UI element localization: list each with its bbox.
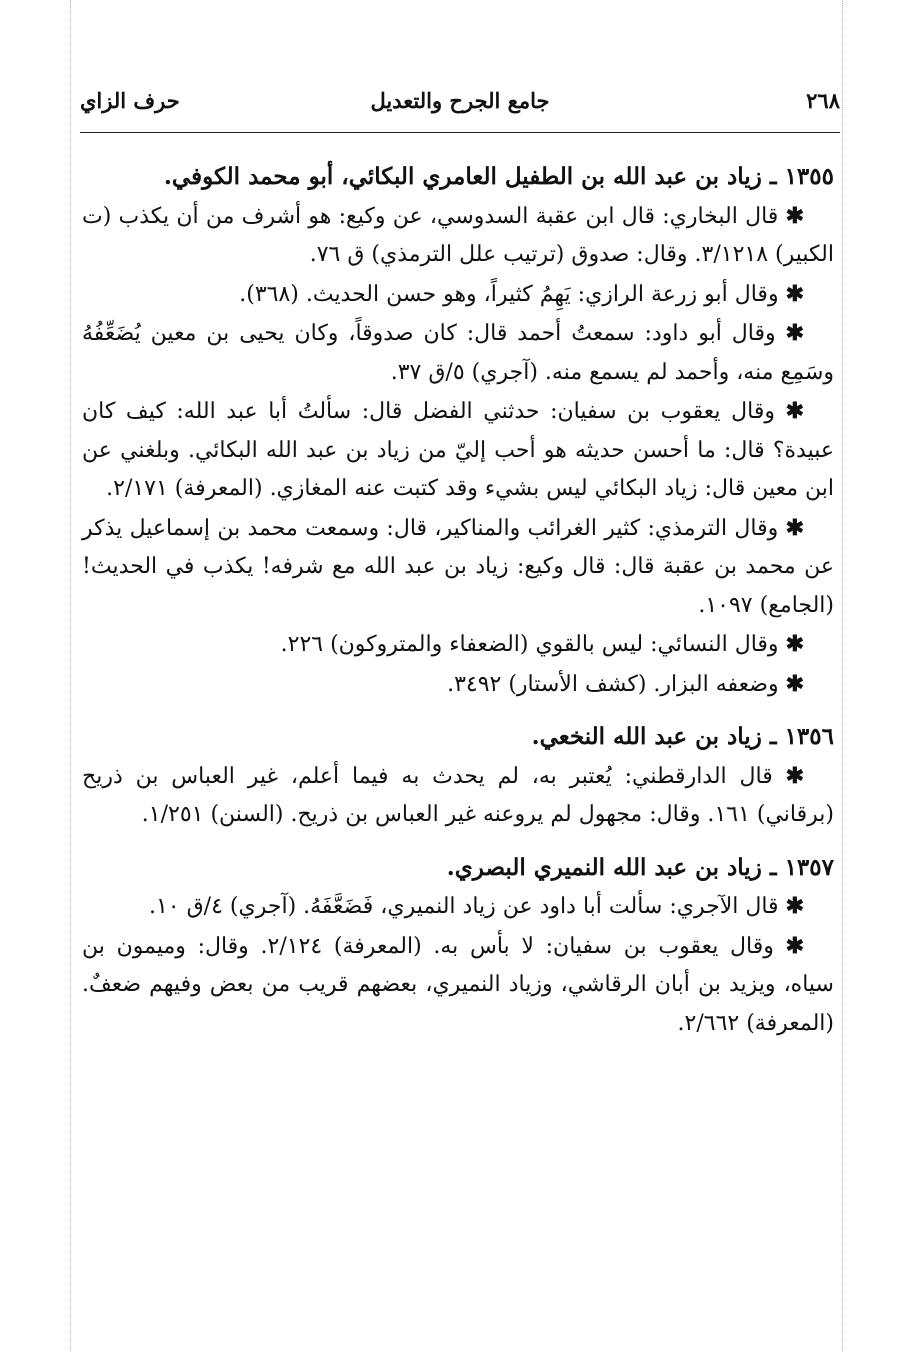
star-icon: ✱ (785, 762, 804, 789)
page-number: ٢٦٨ (806, 88, 840, 113)
entry-title: ١٣٥٧ ـ زياد بن عبد الله النميري البصري. (446, 853, 834, 881)
section-title: حرف الزاي (80, 88, 180, 113)
entry-paragraph (82, 625, 834, 665)
page-body (82, 158, 834, 1043)
entry-paragraph (82, 665, 834, 705)
paragraph-text: وقال أبو داود: سمعتُ أحمد قال: كان صدوقاً، وكان يحيى بن معين يُضَعِّفُهُ وسَمِع منه، وأحمد لم يسمع منه. (آجري) ٥/ق ٣٧. (82, 321, 834, 385)
paragraph-text: قال الدارقطني: يُعتبر به، لم يحدث به فيما أعلم، غير العباس بن ذريح (برقاني) ١٦١. وقال: مجهول لم يروعنه غير العباس بن ذريح. (السنن) ١/٢٥١. (82, 763, 834, 827)
star-icon: ✱ (785, 631, 804, 657)
running-header (80, 82, 840, 122)
entry-paragraph (82, 927, 834, 1044)
star-icon: ✱ (785, 932, 805, 959)
entry-paragraph (82, 887, 834, 927)
book-title: جامع الجرح والتعديل (370, 88, 550, 113)
entry-title: ١٣٥٦ ـ زياد بن عبد الله النخعي. (531, 723, 834, 750)
entry-paragraph (82, 197, 834, 275)
star-icon: ✱ (785, 398, 804, 424)
paragraph-text: وقال النسائي: ليس بالقوي (الضعفاء والمتروكون) ٢٢٦. (280, 632, 779, 657)
star-icon: ✱ (785, 320, 804, 346)
entry-1355 (82, 158, 834, 704)
paragraph-text: وقال يعقوب بن سفيان: لا بأس به. (المعرفة) ٢/١٢٤. وقال: وميمون بن سياه، ويزيد بن أبان الرقاشي، وزياد النميري، بعضهم قريب من بعض وفيهم ضعفٌ. (المعرفة) ٢/٦٦٢. (82, 933, 834, 1036)
star-icon: ✱ (785, 670, 804, 697)
paragraph-text: قال الآجري: سألت أبا داود عن زياد النميري، فَضَعَّفَهُ. (آجري) ٤/ق ١٠. (148, 894, 779, 919)
star-icon: ✱ (785, 280, 804, 307)
scan-edge-left (70, 0, 71, 1352)
paragraph-text: وقال الترمذي: كثير الغرائب والمناكير، قال: وسمعت محمد بن إسماعيل يذكر عن محمد بن عقبة قال: قال وكيع: زياد بن عبد الله مع شرفه! يكذب في الحديث! (الجامع) ١٠٩٧. (82, 515, 834, 618)
entry-1357 (82, 849, 834, 1044)
entry-paragraph (82, 757, 834, 835)
header-rule (80, 132, 840, 133)
star-icon: ✱ (785, 202, 805, 229)
star-icon: ✱ (785, 514, 805, 541)
entry-paragraph (82, 275, 834, 315)
entry-paragraph (82, 314, 834, 392)
entry-paragraph (82, 392, 834, 509)
entry-1356 (82, 718, 834, 835)
paragraph-text: وقال أبو زرعة الرازي: يَهِمُ كثيراً، وهو حسن الحديث. (٣٦٨). (239, 281, 779, 307)
entry-title: ١٣٥٥ ـ زياد بن عبد الله بن الطفيل العامري البكائي، أبو محمد الكوفي. (163, 163, 834, 190)
paragraph-text: وضعفه البزار. (كشف الأستار) ٣٤٩٢. (447, 671, 779, 697)
star-icon: ✱ (785, 893, 804, 919)
entry-paragraph (82, 509, 834, 626)
paragraph-text: وقال يعقوب بن سفيان: حدثني الفضل قال: سألتُ أبا عبد الله: كيف كان عبيدة؟ قال: ما أحسن حديثه هو أحب إليّ من زياد بن عبد الله البكائي. وبلغني عن ابن معين قال: زياد البكائي ليس بشيء وقد كتبت عنه المغازي. (المعرفة) ٢/١٧١. (82, 399, 834, 501)
paragraph-text: قال البخاري: قال ابن عقبة السدوسي، عن وكيع: هو أشرف من أن يكذب (ت الكبير) ٣/١٢١٨. وقال: صدوق (ترتيب علل الترمذي) ق ٧٦. (82, 203, 834, 267)
scan-edge-right (842, 0, 843, 1352)
